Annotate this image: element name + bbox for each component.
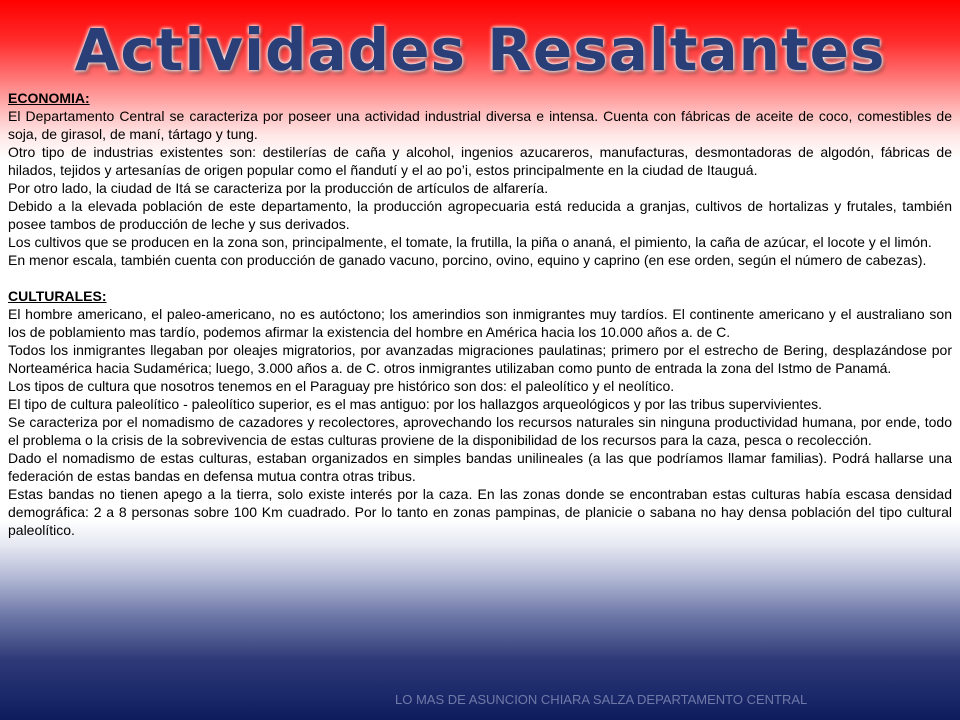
economia-paragraph: Debido a la elevada población de este departamento, la producción agropecuaria está reducida a granjas, cultivos de hortalizas y frutales, también posee tambos de producción de leche y sus derivados. bbox=[8, 198, 952, 232]
economia-paragraph: El Departamento Central se caracteriza por poseer una actividad industrial diversa e intensa. Cuenta con fábricas de aceite de coco, comestibles de soja, de girasol, de maní, tártago y tung. bbox=[8, 108, 952, 142]
section-heading-economia: ECONOMIA: bbox=[8, 90, 90, 106]
section-spacer bbox=[8, 269, 952, 287]
culturales-paragraph: Todos los inmigrantes llegaban por oleajes migratorios, por avanzadas migraciones paulatinas; primero por el estrecho de Bering, desplazándose por Norteamérica hacia Sudamérica; luego, 3.000 años a. de C. otros inmigrantes utilizaban como punto de entrada la zona del Istmo de Panamá. bbox=[8, 342, 952, 376]
economia-paragraph: En menor escala, también cuenta con producción de ganado vacuno, porcino, ovino, equino y caprino (en ese orden, según el número de cabezas). bbox=[8, 252, 927, 268]
culturales-paragraph: Los tipos de cultura que nosotros tenemos en el Paraguay pre histórico son dos: el paleolítico y el neolítico. bbox=[8, 378, 675, 394]
slide-body bbox=[8, 89, 952, 539]
culturales-paragraph: Estas bandas no tienen apego a la tierra, solo existe interés por la caza. En las zonas donde se encontraban estas culturas había escasa densidad demográfica: 2 a 8 personas sobre 100 Km cuadrado. Por lo tanto en zonas pampinas, de planicie o sabana no hay densa población del tipo cultural paleolítico. bbox=[8, 486, 952, 538]
economia-paragraph: Otro tipo de industrias existentes son: destilerías de caña y alcohol, ingenios azucareros, manufacturas, desmontadoras de algodón, fábricas de hilados, tejidos y artesanías de origen popular como el ñandutí y el ao po’i, estos principalmente en la ciudad de Itauguá. bbox=[8, 144, 952, 178]
economia-paragraph: Los cultivos que se producen en la zona son, principalmente, el tomate, la frutilla, la piña o ananá, el pimiento, la caña de azúcar, el locote y el limón. bbox=[8, 234, 932, 250]
culturales-paragraph: Dado el nomadismo de estas culturas, estaban organizados en simples bandas unilineales (a las que podríamos llamar familias). Podrá hallarse una federación de estas bandas en defensa mutua contra otras tribus. bbox=[8, 450, 952, 484]
economia-paragraph: Por otro lado, la ciudad de Itá se caracteriza por la producción de artículos de alfarería. bbox=[8, 180, 549, 196]
slide-footer: LO MAS DE ASUNCION CHIARA SALZA DEPARTAMENTO CENTRAL bbox=[395, 692, 808, 707]
culturales-paragraph: El hombre americano, el paleo-americano, no es autóctono; los amerindios son inmigrantes muy tardíos. El continente americano y el australiano son los de poblamiento mas tardío, podemos afirmar la existencia del hombre en América hacia los 10.000 años a. de C. bbox=[8, 306, 952, 340]
culturales-paragraph: El tipo de cultura paleolítico - paleolítico superior, es el mas antiguo: por los hallazgos arqueológicos y por las tribus supervivientes. bbox=[8, 396, 822, 412]
culturales-paragraph: Se caracteriza por el nomadismo de cazadores y recolectores, aprovechando los recursos naturales sin ninguna productividad humana, por ende, todo el problema o la crisis de la sobrevivencia de estas culturas proviene de la disponibilidad de los recursos para la caza, pesca o recolección. bbox=[8, 414, 952, 448]
section-heading-culturales: CULTURALES: bbox=[8, 288, 107, 304]
slide-title: Actividades Resaltantes bbox=[74, 16, 886, 84]
